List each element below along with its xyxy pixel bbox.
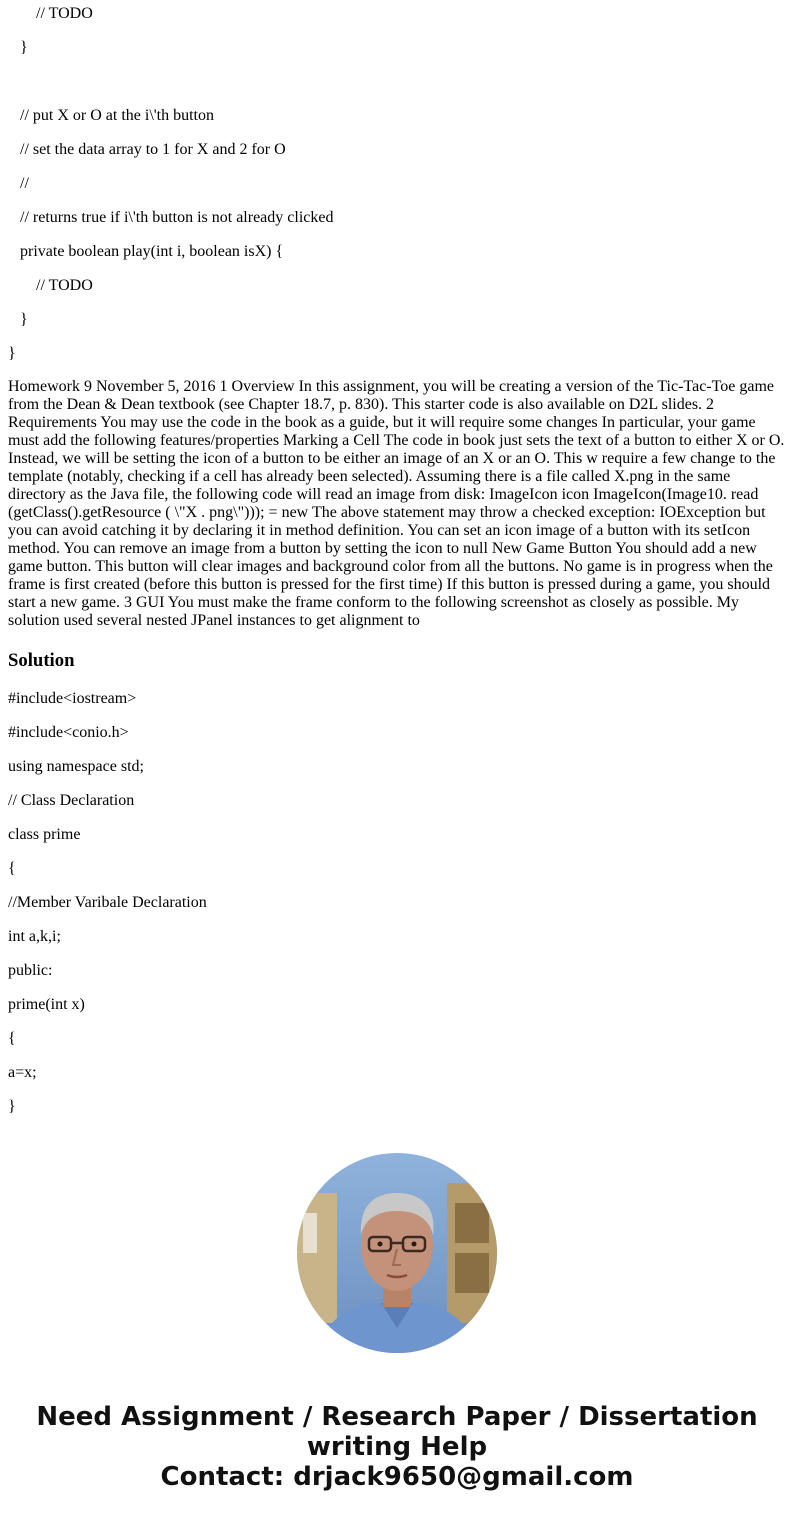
code-line: public: (8, 962, 53, 979)
code-line: private boolean play(int i, boolean isX) { (20, 243, 284, 260)
code-line: // Class Declaration (8, 792, 135, 809)
code-line: // set the data array to 1 for X and 2 for O (20, 141, 286, 158)
banner-headline: Need Assignment / Research Paper / Dissertation writing Help (36, 1402, 758, 1462)
code-line: // put X or O at the i\'th button (20, 107, 214, 124)
code-line: // (20, 175, 29, 192)
code-line: { (8, 1030, 16, 1047)
code-line: } (20, 311, 28, 328)
contact-banner (0, 1402, 794, 1492)
code-line: int a,k,i; (8, 928, 61, 945)
solution-heading: Solution (8, 650, 75, 671)
person-portrait-icon (297, 1153, 497, 1353)
code-line: // TODO (36, 5, 93, 22)
code-line: // TODO (36, 277, 93, 294)
avatar (297, 1153, 497, 1353)
code-line: a=x; (8, 1064, 37, 1081)
code-line: } (20, 39, 28, 56)
code-line: } (8, 345, 16, 362)
code-line: prime(int x) (8, 996, 85, 1013)
code-line: using namespace std; (8, 758, 144, 775)
code-line: // returns true if i\'th button is not already clicked (20, 209, 334, 226)
code-line: //Member Varibale Declaration (8, 894, 207, 911)
code-line: #include<conio.h> (8, 724, 129, 741)
code-line: } (8, 1098, 16, 1115)
code-line: #include<iostream> (8, 690, 137, 707)
code-line: { (8, 860, 16, 877)
contact-email: Contact: drjack9650@gmail.com (160, 1462, 634, 1492)
code-line: class prime (8, 826, 81, 843)
homework-description: Homework 9 November 5, 2016 1 Overview In this assignment, you will be creating a version of the Tic-Tac-Toe game from the Dean & Dean textbook (see Chapter 18.7, p. 830). This starter code is also available on D2L slides. 2 Requirements You may use the code in the book as a guide, but it will require some changes In particular, your game must add the following features/properties Marking a Cell The code in book just sets the text of a button to either X or O. Instead, we will be setting the icon of a button to be either an image of an X or an O. This w require a few change to the template (notably, checking if a cell has already been selected). Assuming there is a file called X.png in the same directory as the Java file, the following code will read an image from disk: ImageIcon icon ImageIcon(Image10. read (getClass().getResource ( \"X . png\"))); = new The above statement may throw a checked exception: IOException but you can avoid catching it by declaring it in method definition. You can set an icon image of a button with its setIcon method. You can remove an image from a button by setting the icon to null New Game Button You should add a new game button. This button will clear images and background color from all the buttons. No game is in progress when the frame is first created (before this button is pressed for the first time) If this button is pressed during a game, you should start a new game. 3 GUI You must make the frame conform to the following screenshot as closely as possible. My solution used several nested JPanel instances to get alignment to (8, 378, 785, 629)
